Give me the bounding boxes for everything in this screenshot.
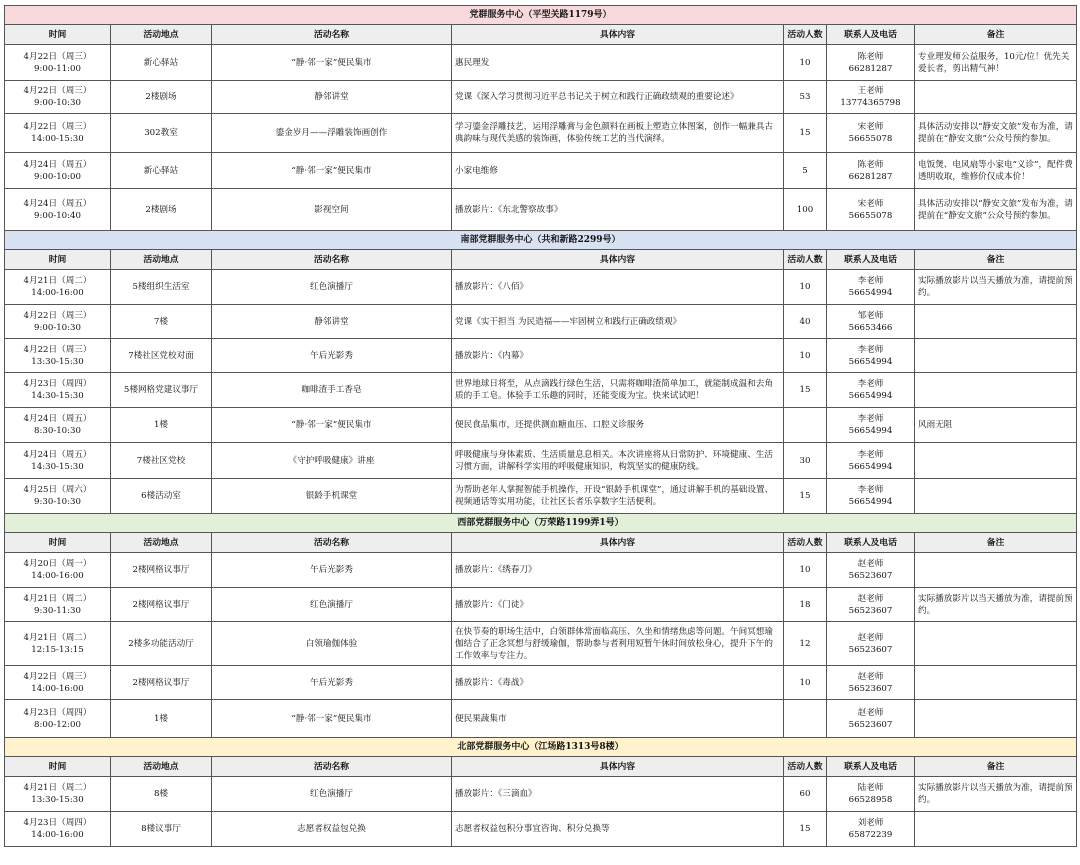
count-cell: 15 xyxy=(784,479,827,514)
column-header: 活动人数 xyxy=(784,250,827,270)
place-cell: 5楼网格党建议事厅 xyxy=(111,373,212,408)
note-cell: 具体活动安排以“静安文旅”发布为准，请提前在“静安文旅”公众号预约参加。 xyxy=(915,114,1077,153)
column-header: 活动名称 xyxy=(212,250,452,270)
column-header: 时间 xyxy=(5,25,111,45)
content-cell: 惠民理发 xyxy=(452,45,784,81)
note-cell xyxy=(915,622,1077,666)
table-row xyxy=(5,812,1077,847)
note-cell xyxy=(915,81,1077,114)
place-cell: 2楼网格议事厅 xyxy=(111,666,212,700)
count-cell: 10 xyxy=(784,339,827,373)
table-row xyxy=(5,189,1077,231)
column-header: 具体内容 xyxy=(452,533,784,553)
table-row xyxy=(5,373,1077,408)
count-cell xyxy=(784,408,827,443)
contact-cell: 刘老师 65872239 xyxy=(827,812,915,847)
content-cell: 播放影片：《毒战》 xyxy=(452,666,784,700)
contact-cell: 王老师 13774365798 xyxy=(827,81,915,114)
time-cell: 4月25日（周六） 9:30-10:30 xyxy=(5,479,111,514)
contact-cell: 陈老师 66281287 xyxy=(827,45,915,81)
count-cell: 10 xyxy=(784,553,827,588)
activity-name-cell: 《守护呼吸健康》讲座 xyxy=(212,443,452,479)
section-title-row xyxy=(5,514,1077,533)
place-cell: 6楼活动室 xyxy=(111,479,212,514)
time-cell: 4月21日（周二） 12:15-13:15 xyxy=(5,622,111,666)
note-cell xyxy=(915,700,1077,738)
note-cell xyxy=(915,553,1077,588)
content-cell: 播放影片：《绣春刀》 xyxy=(452,553,784,588)
contact-cell: 李老师 56654994 xyxy=(827,373,915,408)
column-header: 备注 xyxy=(915,250,1077,270)
column-header: 联系人及电话 xyxy=(827,533,915,553)
schedule-sheet xyxy=(4,5,1076,847)
activity-name-cell: 午后光影秀 xyxy=(212,666,452,700)
column-header: 时间 xyxy=(5,250,111,270)
time-cell: 4月24日（周五） 8:30-10:30 xyxy=(5,408,111,443)
content-cell: 学习鎏金浮雕技艺，运用浮雕膏与金色颜料在画板上塑造立体图案，创作一幅兼具古典韵味与现代美感的装饰画，体验传统工艺的当代演绎。 xyxy=(452,114,784,153)
column-header-row xyxy=(5,757,1077,777)
place-cell: 2楼多功能活动厅 xyxy=(111,622,212,666)
activity-name-cell: 静邻讲堂 xyxy=(212,305,452,339)
activity-name-cell: 影视空间 xyxy=(212,189,452,231)
table-row xyxy=(5,81,1077,114)
count-cell xyxy=(784,700,827,738)
content-cell: 志愿者权益包积分事宜咨询、积分兑换等 xyxy=(452,812,784,847)
column-header: 备注 xyxy=(915,533,1077,553)
column-header: 时间 xyxy=(5,757,111,777)
section-title: 北部党群服务中心（江场路1313号8楼） xyxy=(5,738,1077,757)
count-cell: 18 xyxy=(784,588,827,622)
note-cell: 风雨无阻 xyxy=(915,408,1077,443)
activity-name-cell: 志愿者权益包兑换 xyxy=(212,812,452,847)
table-row xyxy=(5,777,1077,812)
count-cell: 40 xyxy=(784,305,827,339)
content-cell: 小家电维修 xyxy=(452,153,784,189)
place-cell: 2楼网格议事厅 xyxy=(111,553,212,588)
count-cell: 12 xyxy=(784,622,827,666)
time-cell: 4月23日（周四） 8:00-12:00 xyxy=(5,700,111,738)
content-cell: 播放影片：《八佰》 xyxy=(452,270,784,305)
activity-name-cell: 银龄手机课堂 xyxy=(212,479,452,514)
table-row xyxy=(5,305,1077,339)
column-header: 活动地点 xyxy=(111,533,212,553)
contact-cell: 赵老师 56523607 xyxy=(827,666,915,700)
table-row xyxy=(5,588,1077,622)
place-cell: 7楼社区党校对面 xyxy=(111,339,212,373)
activity-name-cell: “静·邻一家”便民集市 xyxy=(212,153,452,189)
place-cell: 8楼 xyxy=(111,777,212,812)
column-header: 活动地点 xyxy=(111,250,212,270)
place-cell: 7楼社区党校 xyxy=(111,443,212,479)
column-header: 活动人数 xyxy=(784,757,827,777)
note-cell xyxy=(915,443,1077,479)
place-cell: 2楼网格议事厅 xyxy=(111,588,212,622)
column-header: 联系人及电话 xyxy=(827,25,915,45)
column-header: 活动人数 xyxy=(784,533,827,553)
column-header: 备注 xyxy=(915,757,1077,777)
place-cell: 1楼 xyxy=(111,700,212,738)
note-cell: 专业理发师公益服务，10元/位！优先关爱长者，剪出精气神！ xyxy=(915,45,1077,81)
note-cell xyxy=(915,812,1077,847)
schedule-table xyxy=(4,5,1077,847)
table-row xyxy=(5,666,1077,700)
time-cell: 4月21日（周二） 13:30-15:30 xyxy=(5,777,111,812)
content-cell: 播放影片：《三滴血》 xyxy=(452,777,784,812)
note-cell xyxy=(915,666,1077,700)
place-cell: 新心驿站 xyxy=(111,153,212,189)
activity-name-cell: 午后光影秀 xyxy=(212,339,452,373)
count-cell: 10 xyxy=(784,45,827,81)
column-header: 活动名称 xyxy=(212,25,452,45)
table-row xyxy=(5,479,1077,514)
column-header: 具体内容 xyxy=(452,250,784,270)
activity-name-cell: 午后光影秀 xyxy=(212,553,452,588)
content-cell: 在快节奏的职场生活中，白领群体常面临高压、久坐和情绪焦虑等问题。午间冥想瑜伽结合了正念冥想与舒缓瑜伽，帮助参与者利用短暂午休时间放松身心，提升下午的工作效率与专注力。 xyxy=(452,622,784,666)
place-cell: 2楼剧场 xyxy=(111,81,212,114)
time-cell: 4月21日（周二） 14:00-16:00 xyxy=(5,270,111,305)
time-cell: 4月24日（周五） 9:00-10:00 xyxy=(5,153,111,189)
contact-cell: 赵老师 56523607 xyxy=(827,553,915,588)
count-cell: 15 xyxy=(784,373,827,408)
count-cell: 60 xyxy=(784,777,827,812)
column-header: 活动地点 xyxy=(111,757,212,777)
note-cell: 实际播放影片以当天播放为准，请提前预约。 xyxy=(915,777,1077,812)
count-cell: 53 xyxy=(784,81,827,114)
content-cell: 党课《实干担当 为民造福——牢固树立和践行正确政绩观》 xyxy=(452,305,784,339)
time-cell: 4月24日（周五） 9:00-10:40 xyxy=(5,189,111,231)
place-cell: 1楼 xyxy=(111,408,212,443)
count-cell: 15 xyxy=(784,114,827,153)
column-header: 联系人及电话 xyxy=(827,250,915,270)
section-title: 西部党群服务中心（万荣路1199弄1号） xyxy=(5,514,1077,533)
content-cell: 世界地球日将至，从点滴践行绿色生活，只需将咖啡渣简单加工，就能制成温和去角质的手工皂。体验手工乐趣的同时，还能变废为宝。快来试试吧！ xyxy=(452,373,784,408)
content-cell: 党课《深入学习贯彻习近平总书记关于树立和践行正确政绩观的重要论述》 xyxy=(452,81,784,114)
table-row xyxy=(5,270,1077,305)
contact-cell: 赵老师 56523607 xyxy=(827,588,915,622)
activity-name-cell: “静·邻一家”便民集市 xyxy=(212,408,452,443)
content-cell: 便民食品集市，还提供测血糖血压、口腔义诊服务 xyxy=(452,408,784,443)
column-header: 活动人数 xyxy=(784,25,827,45)
note-cell xyxy=(915,339,1077,373)
time-cell: 4月22日（周三） 9:00-10:30 xyxy=(5,305,111,339)
contact-cell: 李老师 56654994 xyxy=(827,443,915,479)
count-cell: 10 xyxy=(784,666,827,700)
time-cell: 4月24日（周五） 14:30-15:30 xyxy=(5,443,111,479)
table-row xyxy=(5,700,1077,738)
note-cell xyxy=(915,479,1077,514)
activity-name-cell: 静邻讲堂 xyxy=(212,81,452,114)
column-header: 备注 xyxy=(915,25,1077,45)
place-cell: 新心驿站 xyxy=(111,45,212,81)
place-cell: 302教室 xyxy=(111,114,212,153)
activity-name-cell: “静·邻一家”便民集市 xyxy=(212,45,452,81)
column-header: 具体内容 xyxy=(452,757,784,777)
activity-name-cell: 咖啡渣手工香皂 xyxy=(212,373,452,408)
table-row xyxy=(5,339,1077,373)
section-title: 南部党群服务中心（共和新路2299号） xyxy=(5,231,1077,250)
activity-name-cell: 鎏金岁月——浮雕装饰画创作 xyxy=(212,114,452,153)
column-header: 具体内容 xyxy=(452,25,784,45)
contact-cell: 陆老师 66528958 xyxy=(827,777,915,812)
contact-cell: 宋老师 56655078 xyxy=(827,189,915,231)
activity-name-cell: 红色演播厅 xyxy=(212,270,452,305)
content-cell: 呼吸健康与身体素质、生活质量息息相关。本次讲座将从日常防护、环境健康、生活习惯方面，讲解科学实用的呼吸健康知识，构筑坚实的健康防线。 xyxy=(452,443,784,479)
activity-name-cell: 红色演播厅 xyxy=(212,588,452,622)
contact-cell: 赵老师 56523607 xyxy=(827,622,915,666)
note-cell: 实际播放影片以当天播放为准，请提前预约。 xyxy=(915,588,1077,622)
note-cell: 电饭煲、电风扇等小家电“义诊”，配件费透明收取，维修价仅成本价！ xyxy=(915,153,1077,189)
place-cell: 7楼 xyxy=(111,305,212,339)
table-row xyxy=(5,153,1077,189)
time-cell: 4月23日（周四） 14:00-16:00 xyxy=(5,812,111,847)
time-cell: 4月22日（周三） 9:00-10:30 xyxy=(5,81,111,114)
time-cell: 4月22日（周三） 14:00-16:00 xyxy=(5,666,111,700)
column-header: 时间 xyxy=(5,533,111,553)
note-cell: 具体活动安排以“静安文旅”发布为准，请提前在“静安文旅”公众号预约参加。 xyxy=(915,189,1077,231)
column-header: 活动名称 xyxy=(212,757,452,777)
content-cell: 播放影片：《门徒》 xyxy=(452,588,784,622)
contact-cell: 陈老师 66281287 xyxy=(827,153,915,189)
time-cell: 4月22日（周三） 9:00-11:00 xyxy=(5,45,111,81)
time-cell: 4月22日（周三） 14:00-15:30 xyxy=(5,114,111,153)
note-cell: 实际播放影片以当天播放为准，请提前预约。 xyxy=(915,270,1077,305)
note-cell xyxy=(915,373,1077,408)
content-cell: 播放影片：《内幕》 xyxy=(452,339,784,373)
count-cell: 100 xyxy=(784,189,827,231)
count-cell: 10 xyxy=(784,270,827,305)
time-cell: 4月21日（周二） 9:30-11:30 xyxy=(5,588,111,622)
table-row xyxy=(5,443,1077,479)
table-row xyxy=(5,622,1077,666)
table-row xyxy=(5,553,1077,588)
count-cell: 30 xyxy=(784,443,827,479)
activity-name-cell: 白领瑜伽体验 xyxy=(212,622,452,666)
table-row xyxy=(5,114,1077,153)
table-row xyxy=(5,45,1077,81)
time-cell: 4月20日（周一） 14:00-16:00 xyxy=(5,553,111,588)
section-title-row xyxy=(5,231,1077,250)
activity-name-cell: 红色演播厅 xyxy=(212,777,452,812)
contact-cell: 宋老师 56655078 xyxy=(827,114,915,153)
place-cell: 5楼组织生活室 xyxy=(111,270,212,305)
column-header-row xyxy=(5,533,1077,553)
column-header-row xyxy=(5,250,1077,270)
section-title-row xyxy=(5,6,1077,25)
content-cell: 播放影片：《东北警察故事》 xyxy=(452,189,784,231)
section-title: 党群服务中心（平型关路1179号） xyxy=(5,6,1077,25)
place-cell: 8楼议事厅 xyxy=(111,812,212,847)
count-cell: 15 xyxy=(784,812,827,847)
content-cell: 便民果蔬集市 xyxy=(452,700,784,738)
count-cell: 5 xyxy=(784,153,827,189)
contact-cell: 李老师 56654994 xyxy=(827,408,915,443)
section-title-row xyxy=(5,738,1077,757)
contact-cell: 李老师 56654994 xyxy=(827,339,915,373)
column-header: 联系人及电话 xyxy=(827,757,915,777)
contact-cell: 赵老师 56523607 xyxy=(827,700,915,738)
contact-cell: 李老师 56654994 xyxy=(827,479,915,514)
column-header: 活动地点 xyxy=(111,25,212,45)
column-header-row xyxy=(5,25,1077,45)
time-cell: 4月23日（周四） 14:30-15:30 xyxy=(5,373,111,408)
contact-cell: 李老师 56654994 xyxy=(827,270,915,305)
content-cell: 为帮助老年人掌握智能手机操作，开设“银龄手机课堂”，通过讲解手机的基础设置、视频通话等实用功能，让社区长者乐享数字生活便利。 xyxy=(452,479,784,514)
time-cell: 4月22日（周三） 13:30-15:30 xyxy=(5,339,111,373)
place-cell: 2楼剧场 xyxy=(111,189,212,231)
column-header: 活动名称 xyxy=(212,533,452,553)
table-row xyxy=(5,408,1077,443)
contact-cell: 邹老师 56653466 xyxy=(827,305,915,339)
note-cell xyxy=(915,305,1077,339)
activity-name-cell: “静·邻一家”便民集市 xyxy=(212,700,452,738)
